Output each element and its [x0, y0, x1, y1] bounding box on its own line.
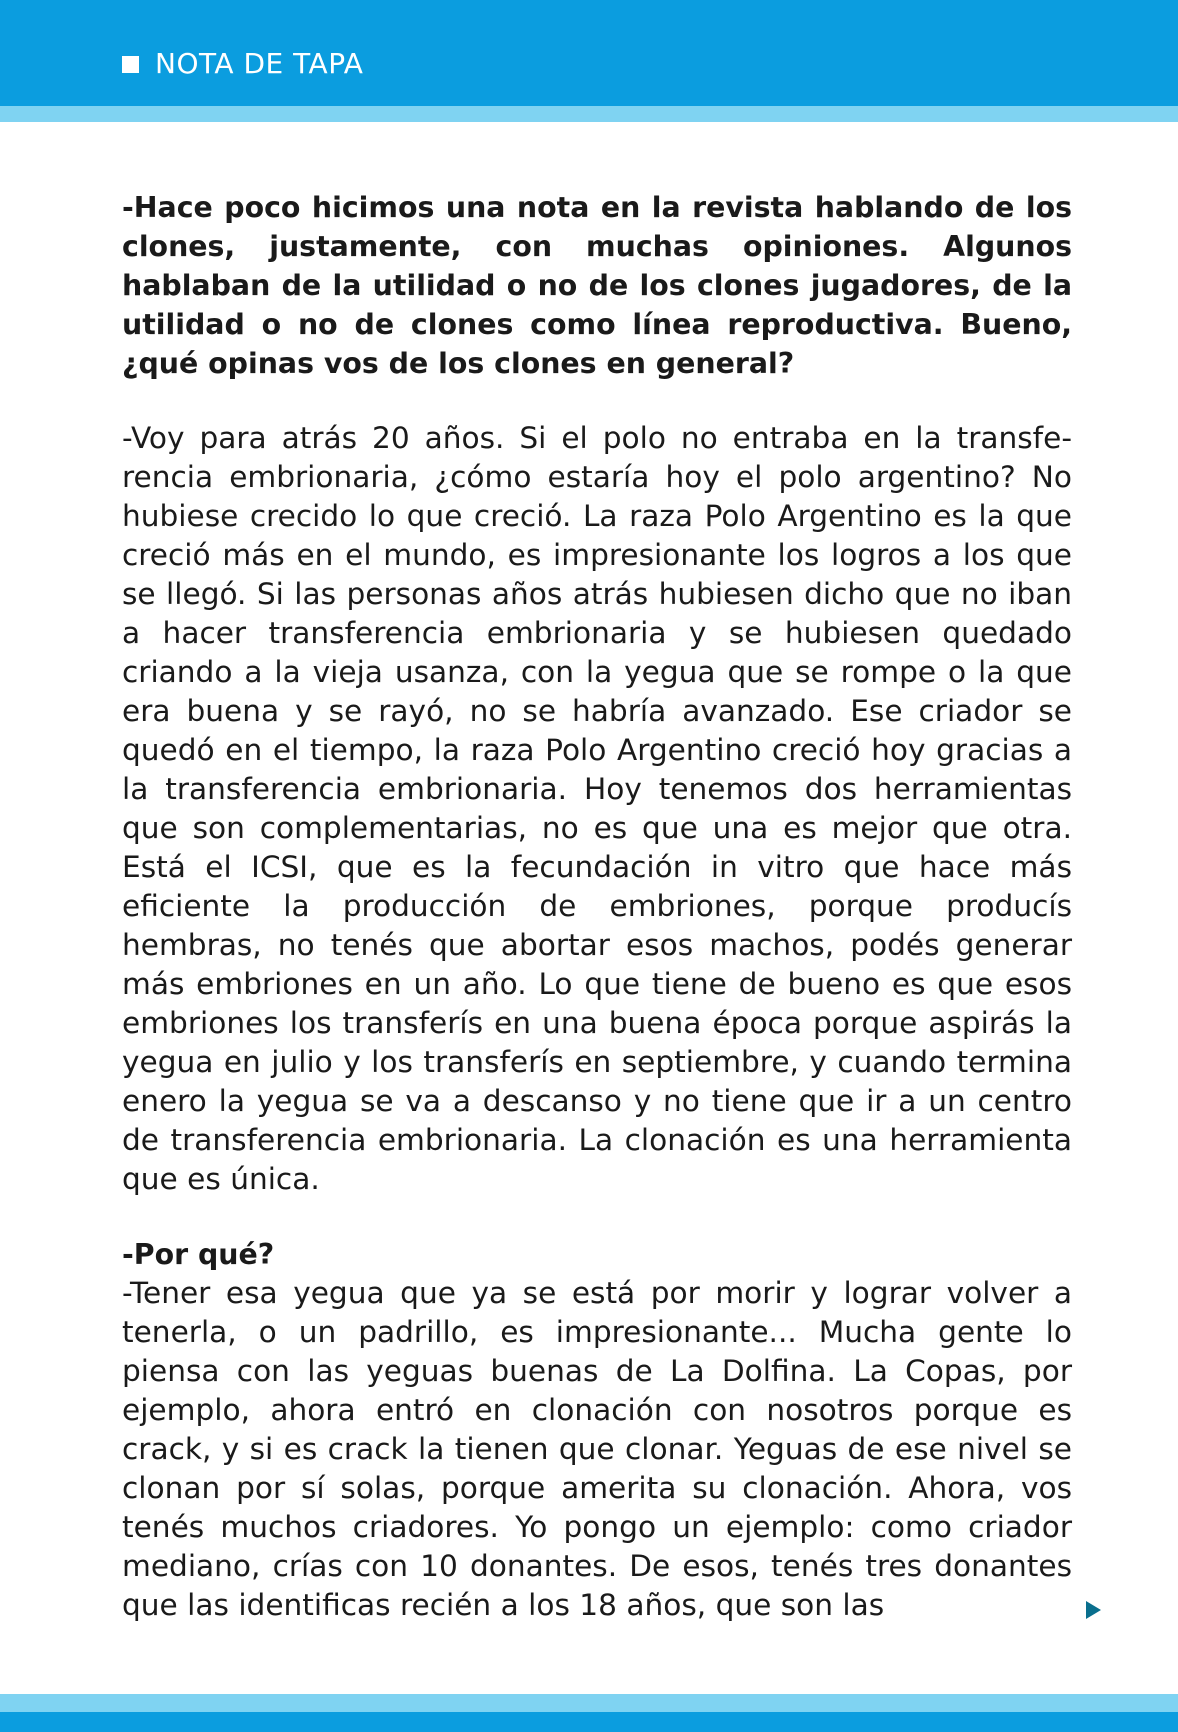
section-tag [122, 47, 364, 80]
header-stripe [0, 106, 1178, 122]
section-label: NOTA DE TAPA [155, 47, 364, 80]
continue-arrow-icon [1086, 1601, 1101, 1619]
footer-stripe [0, 1694, 1178, 1712]
article-body [122, 188, 1072, 1625]
interview-question: -Por qué? [122, 1238, 275, 1271]
footer-bar [0, 1712, 1178, 1732]
interview-answer: -Voy para atrás 20 años. Si el polo no entraba en la transferencia embrionaria, ¿cómo estaría hoy el polo argentino? No hubiese crecido lo que creció. La raza Polo Argentino es la que creció más en el mundo, es impresionante los logros a los que se llegó. Si las personas años atrás hubiesen dicho que no iban a hacer transferencia embrionaria y se hubiesen quedado criando a la vieja usanza, con la yegua que se rompe o la que era buena y se rayó, no se habría avanzado. Ese criador se quedó en el tiempo, la raza Polo Argentino creció hoy gracias a la transferencia embrionaria. Hoy tenemos dos herramientas que son complementarias, no es que una es mejor que otra. Está el ICSI, que es la fecundación in vitro que hace más eficiente la producción de embriones, porque producís hembras, no tenés que abortar esos machos, podés generar más embriones en un año. Lo que tiene de bueno es que esos embriones los transferís en una buena época porque aspirás la yegua en julio y los transferís en septiembre, y cuando termina enero la yegua se va a descanso y no tiene que ir a un centro de transferencia embrionaria. La clonación es una herramienta que es única. [122, 421, 1072, 1196]
square-bullet-icon [122, 56, 139, 73]
interview-answer: -Tener esa yegua que ya se está por morir y lograr volver a tenerla, o un padrillo, es impresionante... Mucha gente lo piensa con las yeguas buenas de La Dolfina. La Copas, por ejemplo, ahora entró en clonación con nosotros porque es crack, y si es crack la tienen que clonar. Yeguas de ese nivel se clonan por sí solas, porque amerita su clonación. Ahora, vos tenés muchos criadores. Yo pongo un ejemplo: como criador mediano, crías con 10 donantes. De esos, tenés tres donantes que las identificas recién a los 18 años, que son las [122, 1276, 1072, 1622]
interview-question: -Hace poco hicimos una nota en la revista hablando de los clones, justamente, con muchas opiniones. Algunos hablaban de la utilidad o no de los clones jugadores, de la utilidad o no de clones como línea reproductiva. Bueno, ¿qué opinas vos de los clones en general? [122, 191, 1072, 380]
